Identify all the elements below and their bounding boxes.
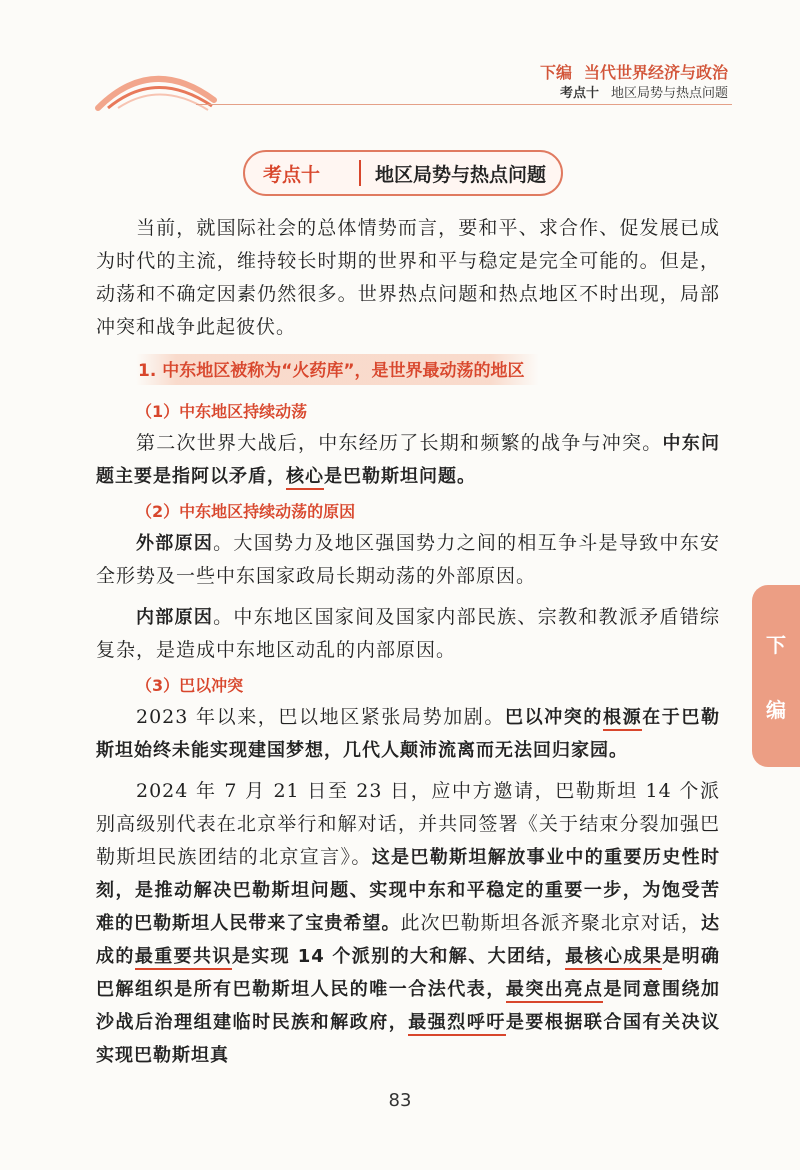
beijing-declaration-paragraph xyxy=(96,775,720,1072)
text-run: 。大国势力及地区强国势力之间的相互争斗是导致中东安全形势及一些中东国家政局长期动荡的外部原因。 xyxy=(96,532,720,587)
bold-run: 巴以冲突的 xyxy=(505,707,603,728)
chapter-title-box xyxy=(243,150,563,196)
bold-run: 是同意围绕加沙战后治理组建临时民族和解政府， xyxy=(96,979,721,1033)
text-run: 2024 年 7 月 21 日至 23 日，应中方邀请，巴勒斯坦 14 个派别高级别代表在北京举行和解对话，并共同签署《关于结束分裂加强巴勒斯坦民族团结的北京宣言》。 xyxy=(96,780,720,868)
header-part-name: 当代世界经济与政治 xyxy=(583,63,728,82)
subsection-3-heading: （3）巴以冲突 xyxy=(136,676,244,695)
underlined-key-term: 最强烈呼吁 xyxy=(408,1012,506,1036)
subsection-2-heading: （2）中东地区持续动荡的原因 xyxy=(136,502,356,521)
side-tab-char: 编 xyxy=(766,698,786,722)
bold-run: 达成的 xyxy=(96,913,720,967)
bold-run: 在于巴勒斯坦始终未能实现建国梦想，几代人颠沛流离而无法回归家园。 xyxy=(96,707,721,761)
bold-run: 外部原因 xyxy=(136,533,214,554)
underlined-key-term: 最重要共识 xyxy=(135,946,232,970)
conflict-paragraph xyxy=(96,701,720,767)
header-part-label: 下编 xyxy=(539,63,572,82)
section-1-heading: 1. 中东地区被称为“火药库”，是世界最动荡的地区 xyxy=(136,354,539,385)
bold-run: 内部原因 xyxy=(136,607,214,628)
text-run: 第二次世界大战后，中东经历了长期和频繁的战争与冲突。 xyxy=(136,432,663,454)
bold-run: 是实现 14 个派别的大和解、大团结， xyxy=(231,946,566,967)
external-cause-paragraph xyxy=(96,527,720,593)
chapter-title: 地区局势与热点问题 xyxy=(375,163,547,186)
underlined-key-term: 最突出亮点 xyxy=(506,979,604,1003)
text-run: 2023 年以来，巴以地区紧张局势加剧。 xyxy=(136,706,505,728)
underlined-key-term: 核心 xyxy=(286,466,324,490)
subsection-1-paragraph xyxy=(96,427,720,493)
text-run: 。中东地区国家间及国家内部民族、宗教和教派矛盾错综复杂，是造成中东地区动乱的内部原因。 xyxy=(96,606,720,661)
title-divider xyxy=(359,160,361,186)
internal-cause-paragraph xyxy=(96,601,720,667)
bold-run: 是要根据联合国有关决议实现巴勒斯坦真 xyxy=(96,1012,721,1066)
header-section-name: 地区局势与热点问题 xyxy=(610,86,728,101)
header-rule xyxy=(196,104,732,105)
bold-run: 是明确巴解组织是所有巴勒斯坦人民的唯一合法代表， xyxy=(96,946,721,1000)
bold-run: 中东问题主要是指阿以矛盾， xyxy=(96,433,720,487)
page-body xyxy=(96,212,720,1072)
page-number: 83 xyxy=(388,1090,412,1111)
header-section-title xyxy=(560,82,728,101)
intro-paragraph: 当前，就国际社会的总体情势而言，要和平、求合作、促发展已成为时代的主流，维持较长时期的世界和平与稳定是完全可能的。但是，动荡和不确定因素仍然很多。世界热点问题和热点地区不时出现，局部冲突和战争此起彼伏。 xyxy=(96,217,720,338)
side-tab-part-marker xyxy=(752,585,800,767)
side-tab-char: 下 xyxy=(766,633,786,657)
bold-run: 这是巴勒斯坦解放事业中的重要历史性时刻，是推动解决巴勒斯坦问题、实现中东和平稳定的重要一步，为饱受苦难的巴勒斯坦人民带来了宝贵希望。 xyxy=(96,847,720,934)
header-part-title xyxy=(540,60,728,83)
underlined-key-term: 最核心成果 xyxy=(565,946,662,970)
underlined-key-term: 根源 xyxy=(603,707,642,731)
chapter-number: 考点十 xyxy=(263,163,321,186)
bold-run: 是巴勒斯坦问题。 xyxy=(324,466,476,487)
subsection-1-heading: （1）中东地区持续动荡 xyxy=(136,402,308,421)
text-run: 此次巴勒斯坦各派齐聚北京对话， xyxy=(400,912,701,934)
header-section-label: 考点十 xyxy=(559,86,599,101)
